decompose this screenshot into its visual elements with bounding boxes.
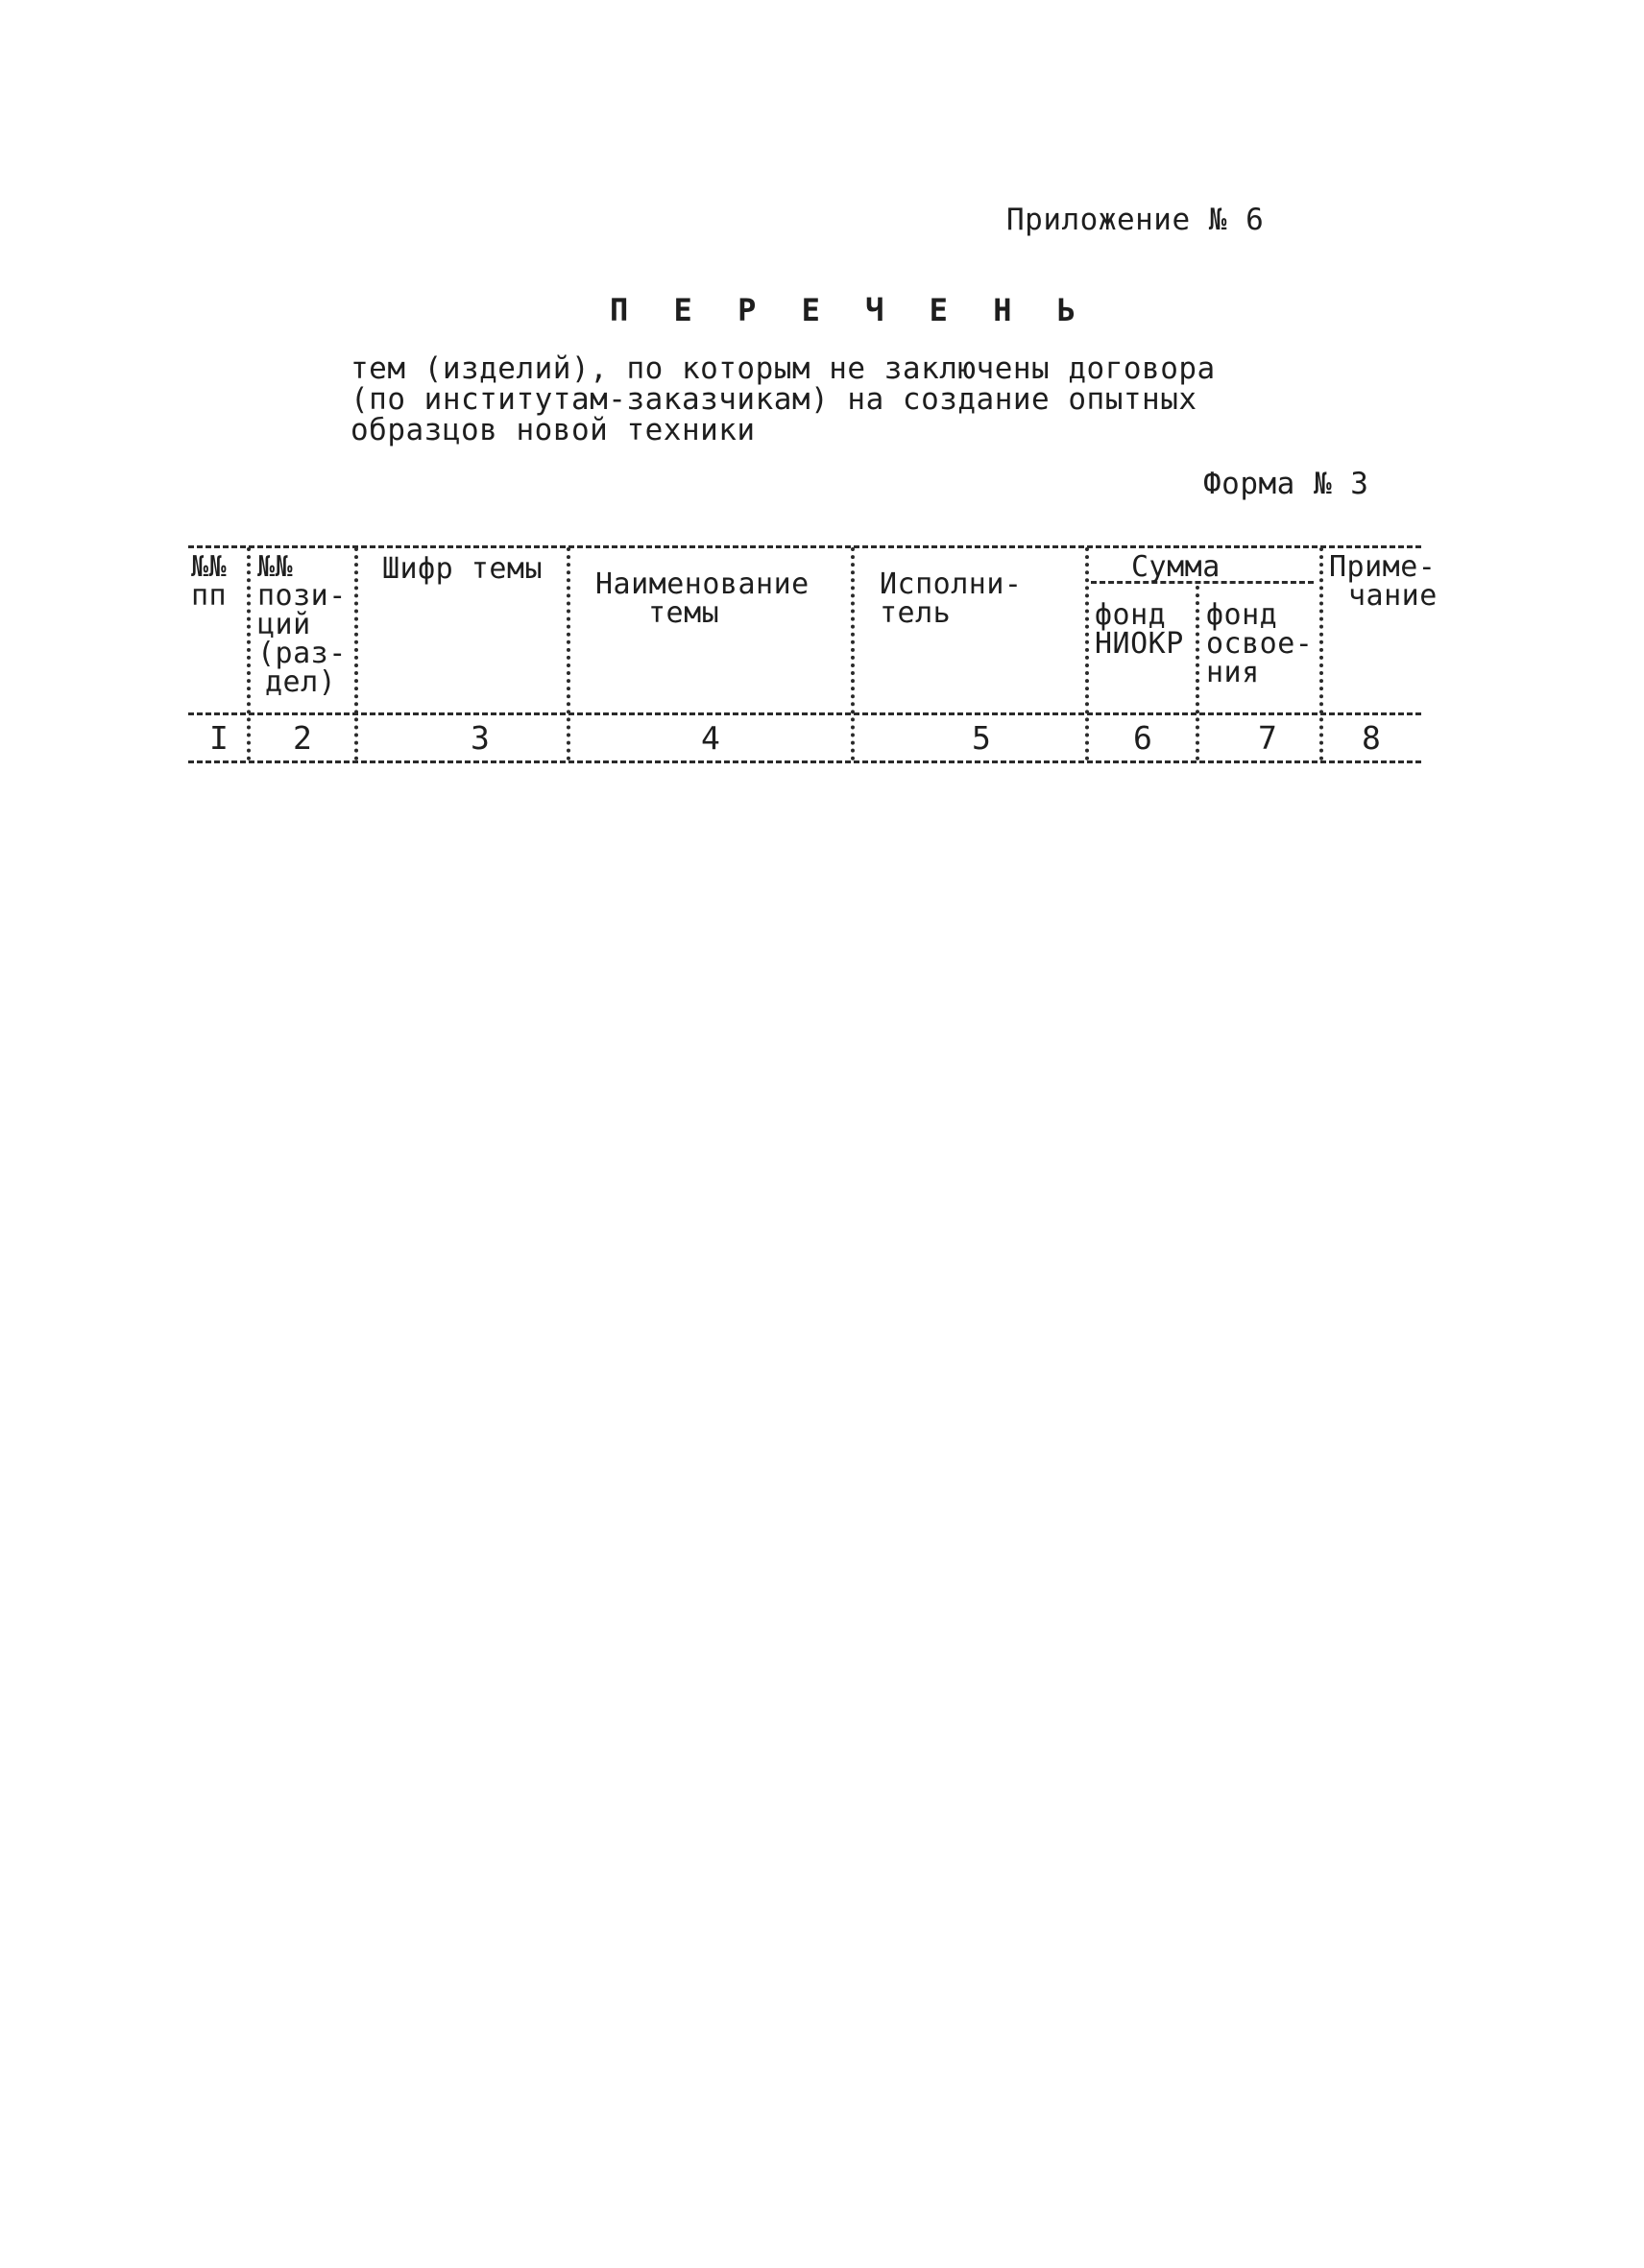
column-number-2: 2 — [293, 719, 313, 757]
table-top-rule — [188, 545, 1421, 548]
column-number-4: 4 — [701, 719, 721, 757]
subtitle-line-3: образцов новой техники — [351, 413, 756, 447]
col7-header-line-3: ния — [1206, 656, 1260, 689]
col-divider-6 — [1196, 586, 1199, 760]
col1-header-line-1: №№ — [191, 550, 228, 584]
document-title: П Е Р Е Ч Е Н Ь — [610, 292, 1089, 328]
col-divider-2 — [354, 547, 358, 760]
col6-header-line-2: НИОКР — [1095, 627, 1184, 661]
column-number-1: I — [209, 719, 230, 757]
col2-header-line-3: ций — [257, 608, 311, 641]
col6-header-line-1: фонд — [1095, 598, 1167, 632]
col2-header-line-5: дел) — [265, 665, 337, 699]
header-bottom-rule — [188, 712, 1421, 715]
col1-header-line-2: пп — [191, 579, 228, 613]
col8-header-line-2: чание — [1348, 579, 1438, 613]
col4-header-line-2: темы — [648, 596, 720, 630]
col2-header-line-4: (раз- — [257, 637, 347, 670]
sum-header: Сумма — [1131, 550, 1221, 584]
col4-header-line-1: Наименование — [595, 567, 810, 601]
col-divider-7 — [1319, 547, 1323, 760]
column-number-6: 6 — [1133, 719, 1153, 757]
col-divider-3 — [567, 547, 570, 760]
col-divider-4 — [851, 547, 855, 760]
subtitle-line-2: (по институтам-заказчикам) на создание опытных — [351, 382, 1197, 417]
column-number-7: 7 — [1258, 719, 1278, 757]
col7-header-line-2: освое- — [1206, 627, 1314, 661]
subtitle-line-1: тем (изделий), по которым не заключены договора — [351, 351, 1216, 386]
form-label: Форма № 3 — [1203, 467, 1369, 501]
col2-header-line-2: пози- — [257, 579, 347, 613]
col-divider-5 — [1085, 547, 1089, 760]
col5-header-line-2: тель — [880, 596, 952, 630]
appendix-label: Приложение № 6 — [1006, 203, 1265, 237]
col2-header-line-1: №№ — [257, 550, 294, 584]
col8-header-line-1: Приме- — [1329, 550, 1437, 584]
col5-header-line-1: Исполни- — [880, 567, 1023, 601]
col7-header-line-1: фонд — [1206, 598, 1278, 632]
column-number-3: 3 — [471, 719, 491, 757]
table-bottom-rule — [188, 760, 1421, 763]
col-divider-1 — [247, 547, 251, 760]
column-number-5: 5 — [972, 719, 992, 757]
column-number-8: 8 — [1362, 719, 1382, 757]
col3-header: Шифр темы — [382, 552, 544, 586]
